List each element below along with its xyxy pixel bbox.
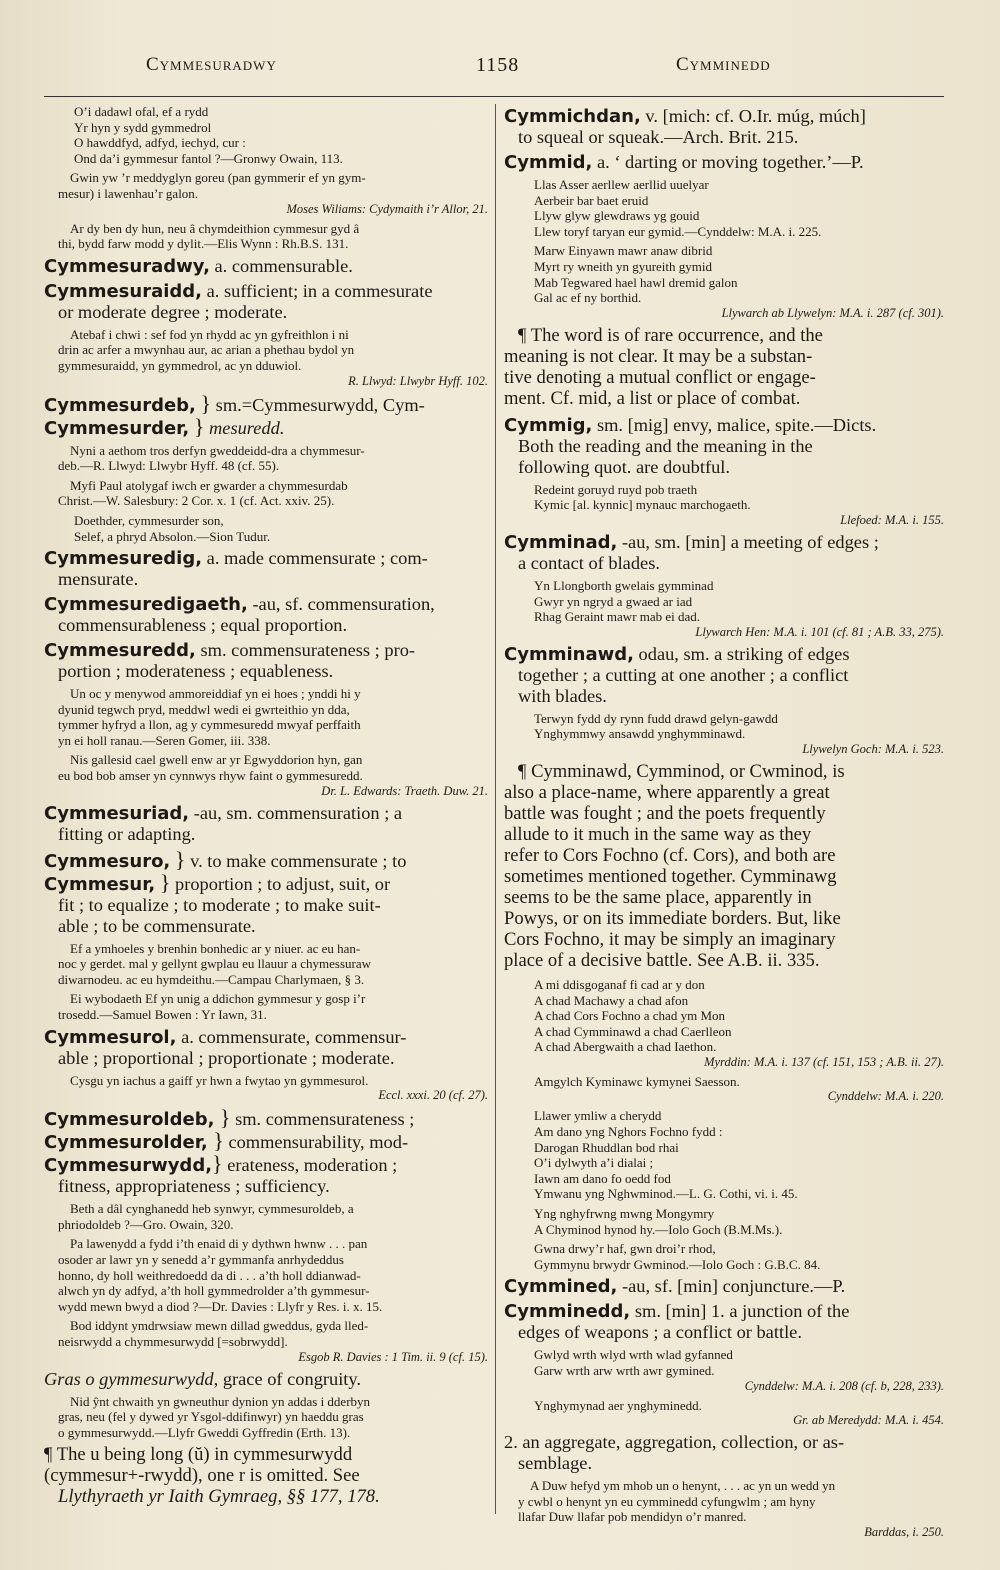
quotation bbox=[44, 104, 488, 166]
quote-line: gras, neu (fel y dywed yr Ysgol-ddifinwyr) yn haeddu gras bbox=[58, 1409, 364, 1425]
quote-line: osoder ar lawr yn y senedd a’r gymmanfa anrhydeddus bbox=[58, 1252, 344, 1267]
quote-line: gymmesuraidd, yn gymmedrol, ac yn dduwiol. bbox=[58, 357, 302, 373]
definition: semblage. bbox=[518, 1453, 593, 1474]
headword: Cymmig, bbox=[504, 414, 593, 436]
note-line: battle was fought ; and the poets frequently bbox=[504, 802, 826, 824]
quotation bbox=[44, 1318, 488, 1364]
quote-line: Gwin yw ’r meddyglyn goreu (pan gymmerir ef yn gym- bbox=[70, 170, 366, 186]
quote-line: llafar Duw llafar pob mendidyn o’r manred. bbox=[518, 1509, 747, 1525]
quote-line: Llyw glyw glewdraws yg gouid bbox=[534, 208, 700, 224]
definition: Both the reading and the meaning in the bbox=[518, 435, 813, 456]
quote-line: Myrt ry wneith yn gyureith gymid bbox=[534, 258, 713, 274]
quote-line: Yn Llongborth gwelais gymminad bbox=[534, 577, 714, 593]
note-line: allude to it much in the same way as they bbox=[504, 823, 812, 845]
quotation bbox=[44, 1201, 488, 1232]
headword: Cymmesuro, bbox=[44, 850, 171, 872]
headword: Cymmichdan, bbox=[504, 106, 641, 127]
quotation bbox=[504, 1478, 944, 1540]
definition: to squeal or squeak.—Arch. Brit. 215. bbox=[518, 127, 799, 147]
quote-line: Pa lawenydd a fydd i’th enaid di y dythwn hwnw . . . pan bbox=[70, 1236, 368, 1252]
citation: Esgob R. Davies : 1 Tim. ii. 9 (cf. 15). bbox=[298, 1349, 488, 1364]
quote-line: yn ei holl ranau.—Seren Gomer, iii. 338. bbox=[58, 732, 271, 748]
quote-line: Yr hyn y sydd gymmedrol bbox=[74, 119, 212, 135]
definition: a. ‘ darting or moving together.’—P. bbox=[596, 152, 864, 172]
definition: a contact of blades. bbox=[518, 552, 660, 573]
quote-line: eu bod bob amser yn cynnwys rhyw faint o gymmesuredd. bbox=[58, 768, 363, 784]
quote-line: A mi ddisgoganaf fi cad ar y don bbox=[534, 976, 705, 992]
definition: sm. commensurateness ; pro- bbox=[200, 640, 416, 661]
quote-line: drin ac arfer a mwynhau aur, ac arian a phethau bydol yn bbox=[58, 342, 355, 358]
note-line: meaning is not clear. It may be a substan- bbox=[504, 345, 813, 367]
note-line: ¶ The u being long (ŭ) in cymmesurwydd bbox=[44, 1444, 353, 1466]
quote-line: Ynghymynad aer ynghyminedd. bbox=[534, 1397, 702, 1413]
dictionary-entry bbox=[504, 106, 944, 148]
running-head bbox=[40, 54, 960, 84]
definition: 2. an aggregate, aggregation, collection, or as- bbox=[504, 1432, 845, 1453]
note-line: refer to Cors Fochno (cf. Cors), and both are bbox=[504, 844, 836, 866]
definition: sm. [mig] envy, malice, spite.—Dicts. bbox=[596, 414, 877, 435]
quote-line: Beth a dâl cynghanedd heb synwyr, cymmesuroldeb, a bbox=[70, 1201, 354, 1217]
quote-line: O hawddfyd, adfyd, iechyd, cur : bbox=[74, 135, 246, 151]
quote-line: Nyni a aethom tros derfyn gweddeidd-dra a chymmesur- bbox=[70, 442, 365, 458]
quotation bbox=[504, 1074, 944, 1105]
note-line: place of a decisive battle. See A.B. ii. 335. bbox=[504, 949, 820, 971]
quote-line: Nis gallesid cael gwell enw ar yr Egwyddorion hyn, gan bbox=[70, 752, 363, 768]
quote-line: wydd mewn bwyd a diod ?—Dr. Davies : Llyfr y Res. i. x. 15. bbox=[58, 1298, 383, 1314]
headword: Cymmined, bbox=[504, 1276, 618, 1298]
quote-line: O’i dadawl ofal, ef a rydd bbox=[74, 104, 209, 119]
definition: able ; proportional ; proportionate ; moderate. bbox=[58, 1047, 395, 1068]
citation: R. Llwyd: Llwybr Hyff. 102. bbox=[348, 373, 488, 388]
headword: Cymmesuraidd, bbox=[44, 280, 202, 302]
quotation bbox=[504, 711, 944, 757]
quote-line: O’i dylwyth a’i dialai ; bbox=[534, 1155, 654, 1171]
citation: Barddas, i. 250. bbox=[864, 1524, 944, 1539]
definition: v. [mich: cf. O.Ir. múg, múch] bbox=[645, 106, 866, 126]
headword: Cymmesurol, bbox=[44, 1026, 177, 1048]
quotation bbox=[44, 513, 488, 544]
quote-line: Gwna drwy’r haf, gwn droi’r rhod, bbox=[534, 1241, 716, 1257]
quote-line: y cwbl o henynt yn eu cymminedd cyfungwlm ; am hyny bbox=[518, 1493, 816, 1509]
quote-line: Kymic [al. kynnic] mynauc marchogaeth. bbox=[534, 497, 751, 513]
definition: with blades. bbox=[518, 685, 607, 706]
definition: grace of congruity. bbox=[222, 1368, 362, 1389]
quote-line: trosedd.—Samuel Bowen : Yr Iawn, 31. bbox=[58, 1007, 267, 1023]
headword: Cymmesuroldeb, bbox=[44, 1109, 215, 1131]
headword: Cymmesurdeb, bbox=[44, 394, 196, 416]
quotation bbox=[504, 243, 944, 320]
quote-line: Ei wybodaeth Ef yn unig a ddichon gymmesur y gosp i’r bbox=[70, 991, 366, 1007]
quotation bbox=[504, 1206, 944, 1237]
quote-line: Mab Tegwared hael hawl dremid galon bbox=[534, 274, 738, 290]
usage-note bbox=[44, 1444, 488, 1507]
dictionary-entry bbox=[44, 594, 488, 636]
definition: sm. commensurateness ; bbox=[235, 1109, 415, 1130]
quote-line: Gwlyd wrth wlyd wrth wlad gyfanned bbox=[534, 1347, 733, 1363]
dictionary-entry bbox=[504, 532, 944, 574]
note-line: ment. Cf. mid, a list or place of combat. bbox=[504, 387, 801, 409]
note-line: also a place-name, where apparently a great bbox=[504, 781, 830, 803]
quotation bbox=[504, 482, 944, 528]
quote-line: Amgylch Kyminawc kymynei Saesson. bbox=[534, 1073, 740, 1089]
definition: -au, sm. commensuration ; a bbox=[193, 802, 403, 823]
definition: edges of weapons ; a conflict or battle. bbox=[518, 1322, 802, 1343]
quote-line: Ynghymmwy ansawdd ynghymminawd. bbox=[534, 726, 746, 742]
citation: Myrddin: M.A. i. 137 (cf. 151, 153 ; A.B. ii. 27). bbox=[704, 1054, 944, 1069]
quotation bbox=[504, 1347, 944, 1393]
quote-line: Gwyr yn ngryd a gwaed ar iad bbox=[534, 593, 693, 609]
note-line: Llythyraeth yr Iaith Gymraeg, §§ 177, 178. bbox=[58, 1486, 380, 1508]
quote-line: deb.—R. Llwyd: Llwybr Hyff. 48 (cf. 55). bbox=[58, 458, 280, 474]
definition: portion ; moderateness ; equableness. bbox=[58, 661, 334, 682]
dictionary-entry bbox=[504, 415, 944, 478]
dictionary-entry bbox=[44, 1027, 488, 1069]
definition: a. sufficient; in a commesurate bbox=[206, 280, 433, 301]
note-line: seems to be the same place, apparently in bbox=[504, 886, 812, 908]
quotation bbox=[44, 327, 488, 389]
quote-line: Ar dy ben dy hun, neu â chymdeithion cymmesur gyd â bbox=[70, 220, 360, 236]
quotation bbox=[504, 177, 944, 239]
phrase: Gras o gymmesurwydd, bbox=[44, 1368, 219, 1389]
dictionary-entry: Cymmesuroldeb, } sm. commensurateness ; Cymmesurolder, } commensurability, mod- Cymmesurwydd,} erateness, moderation ; fitness, appropriateness ; sufficiency. bbox=[44, 1107, 488, 1197]
note-line: ¶ Cymminawd, Cymminod, or Cwminod, is bbox=[518, 760, 845, 782]
column-divider bbox=[495, 104, 496, 1514]
quotation bbox=[44, 991, 488, 1022]
right-column bbox=[504, 104, 944, 1544]
dictionary-entry: Cymmesurdeb, } sm.=Cymmesurwydd, Cym- Cymmesurder, } mesuredd. bbox=[44, 390, 425, 439]
note-line: Cors Fochno, it may be simply an imaginary bbox=[504, 928, 836, 950]
quotation bbox=[44, 1236, 488, 1314]
definition: a. commensurate, commensur- bbox=[181, 1026, 407, 1047]
quote-line: A Duw hefyd ym mhob un o henynt, . . . ac yn un wedd yn bbox=[530, 1478, 836, 1494]
headword: Cymmesuriad, bbox=[44, 802, 190, 824]
definition: mensurate. bbox=[58, 569, 139, 590]
headword: Cymminawd, bbox=[504, 643, 634, 665]
quote-line: Ymwanu yng Nghwminod.—L. G. Cothi, vi. i. 45. bbox=[534, 1186, 798, 1202]
quotation bbox=[44, 941, 488, 988]
quote-line: Redeint goruyd ruyd pob traeth bbox=[534, 481, 698, 497]
definition: v. to make commensurate ; to bbox=[190, 850, 407, 871]
running-head-left: Cymmesuradwy bbox=[146, 54, 277, 75]
citation: Llywarch ab Llywelyn: M.A. i. 287 (cf. 301). bbox=[721, 305, 944, 320]
quote-line: Christ.—W. Salesbury: 2 Cor. x. 1 (cf. Act. xxiv. 25). bbox=[58, 493, 335, 509]
definition: or moderate degree ; moderate. bbox=[58, 301, 288, 322]
citation: Llywarch Hen: M.A. i. 101 (cf. 81 ; A.B. 33, 275). bbox=[695, 624, 944, 639]
page-number: 1158 bbox=[476, 54, 520, 76]
definition: fitting or adapting. bbox=[58, 823, 196, 844]
dictionary-entry bbox=[504, 1276, 944, 1297]
note-line: sometimes mentioned together. Cymminawg bbox=[504, 865, 837, 887]
citation: Llefoed: M.A. i. 155. bbox=[840, 512, 944, 527]
definition: commensurableness ; equal proportion. bbox=[58, 615, 348, 636]
note-line: (cymmesur+-rwydd), one r is omitted. See bbox=[44, 1465, 360, 1487]
quote-line: A chad Machawy a chad afon bbox=[534, 992, 689, 1008]
quote-line: Terwyn fydd dy rynn fudd drawd gelyn-gawdd bbox=[534, 710, 778, 726]
quotation bbox=[504, 977, 944, 1070]
dictionary-entry bbox=[504, 644, 944, 707]
quotation bbox=[504, 1108, 944, 1202]
quotation bbox=[44, 170, 488, 216]
usage-note bbox=[504, 325, 944, 409]
definition: proportion ; to adjust, suit, or bbox=[175, 873, 391, 894]
definition: a. made commensurate ; com- bbox=[206, 548, 428, 569]
note-line: Powys, or on its immediate borders. But, like bbox=[504, 907, 841, 929]
definition: a. commensurable. bbox=[214, 255, 353, 276]
headword: Cymminad, bbox=[504, 531, 618, 553]
definition: -au, sf. commensuration, bbox=[252, 594, 435, 615]
headword: Cymmesuredig, bbox=[44, 548, 203, 570]
quote-line: Un oc y menywod ammoreiddiaf yn ei hoes ; ynddi hi y bbox=[70, 686, 361, 702]
definition: odau, sm. a striking of edges bbox=[638, 643, 850, 664]
quote-line: Iawn am dano fo oedd fod bbox=[534, 1170, 671, 1186]
quote-line: Darogan Rhuddlan bod rhai bbox=[534, 1139, 679, 1155]
dictionary-entry bbox=[44, 803, 488, 845]
quote-line: Gymmynu brwydr Gwminod.—Iolo Goch : G.B.C. 84. bbox=[534, 1256, 821, 1272]
quote-line: diwarnodeu. ac eu hymdeithu.—Campau Charlymaen, § 3. bbox=[58, 971, 365, 987]
dictionary-entry bbox=[44, 640, 488, 682]
quote-line: A chad Abergwaith a chad Iaethon. bbox=[534, 1039, 717, 1055]
note-line: tive denoting a mutual conflict or engage- bbox=[504, 366, 816, 388]
quote-line: Marw Einyawn mawr anaw dibrid bbox=[534, 243, 713, 259]
citation: Eccl. xxxi. 20 (cf. 27). bbox=[378, 1088, 488, 1103]
dictionary-entry bbox=[44, 548, 488, 590]
quotation bbox=[44, 752, 488, 798]
quote-line: Rhag Geraint mawr mab ei dad. bbox=[534, 609, 701, 625]
headword: Cymminedd, bbox=[504, 1301, 631, 1323]
quote-line: Llas Asser aerllew aerllid uuelyar bbox=[534, 177, 709, 192]
citation: Moses Wiliams: Cydymaith i’r Allor, 21. bbox=[286, 201, 488, 216]
definition: sm. [min] 1. a junction of the bbox=[634, 1301, 850, 1322]
quote-line: Myfi Paul atolygaf iwch er gwarder a chymmesurdab bbox=[70, 477, 348, 493]
headword: Cymmesurder, bbox=[44, 417, 190, 439]
headword: Cymmesurwydd, bbox=[44, 1155, 213, 1177]
citation: Dr. L. Edwards: Traeth. Duw. 21. bbox=[321, 783, 488, 798]
dictionary-entry bbox=[504, 152, 944, 173]
quote-line: Llew toryf taryan eur gymid.—Cynddelw: M.A. i. 225. bbox=[534, 223, 822, 239]
dictionary-entry bbox=[504, 1432, 944, 1474]
headword: Cymmesurolder, bbox=[44, 1132, 208, 1154]
quote-line: A chad Cors Fochno a chad ym Mon bbox=[534, 1008, 726, 1024]
quote-line: honno, dy holl weithredoedd da di . . . a’th holl ddianwad- bbox=[58, 1267, 361, 1283]
citation: Gr. ab Meredydd: M.A. i. 454. bbox=[793, 1413, 944, 1428]
quotation bbox=[504, 578, 944, 640]
quotation bbox=[44, 221, 488, 252]
headword: Cymmesuredigaeth, bbox=[44, 594, 248, 616]
quote-line: tymmer hyfryd a llon, ag y cymmesuredd mwyaf perffaith bbox=[58, 717, 361, 733]
quote-line: Doethder, cymmesurder son, bbox=[74, 512, 224, 528]
quote-line: Selef, a phryd Absolon.—Sion Tudur. bbox=[74, 528, 271, 544]
quote-line: Am dano yng Nghors Fochno fydd : bbox=[534, 1124, 723, 1140]
quotation bbox=[44, 686, 488, 748]
definition: able ; to be commensurate. bbox=[58, 915, 256, 936]
quote-line: A Chyminod hynod hy.—Iolo Goch (B.M.Ms.). bbox=[534, 1221, 783, 1237]
quotation bbox=[504, 1241, 944, 1272]
quote-line: Yng nghyfrwng mwng Mongymry bbox=[534, 1206, 715, 1222]
definition: -au, sf. [min] conjuncture.—P. bbox=[621, 1276, 846, 1297]
definition: fit ; to equalize ; to moderate ; to make suit- bbox=[58, 894, 381, 915]
definition: erateness, moderation ; bbox=[227, 1155, 398, 1176]
quotation bbox=[504, 1398, 944, 1429]
quote-line: mesur) i lawenhau’r galon. bbox=[58, 185, 199, 201]
quotation bbox=[44, 1073, 488, 1104]
quote-line: thi, bydd farw modd y dylit.—Elis Wynn : Rh.B.S. 131. bbox=[58, 236, 349, 252]
quotation bbox=[44, 478, 488, 509]
quote-line: Aerbeir bar baet eruid bbox=[534, 192, 649, 208]
dictionary-entry bbox=[44, 1369, 488, 1390]
note-line: ¶ The word is of rare occurrence, and the bbox=[518, 324, 823, 346]
header-rule bbox=[44, 96, 944, 97]
definition: mesuredd. bbox=[209, 417, 285, 438]
headword: Cymmesuredd, bbox=[44, 640, 196, 662]
definition: fitness, appropriateness ; sufficiency. bbox=[58, 1176, 330, 1197]
quote-line: alwch yn dy adfyd, a’th holl gymmedrolder a’th gymmesur- bbox=[58, 1283, 370, 1299]
citation: Llywelyn Goch: M.A. i. 523. bbox=[802, 741, 944, 756]
left-column bbox=[44, 104, 488, 1513]
dictionary-entry bbox=[504, 1301, 944, 1343]
quote-line: Nid ŷnt chwaith yn gwneuthur dynion yn addas i dderbyn bbox=[70, 1393, 371, 1409]
quote-line: A chad Cymminawd a chad Caerlleon bbox=[534, 1023, 732, 1039]
quote-line: phriodoldeb ?—Gro. Owain, 320. bbox=[58, 1216, 234, 1232]
citation: Cynddelw: M.A. i. 208 (cf. b, 228, 233). bbox=[744, 1378, 944, 1393]
quote-line: Atebaf i chwi : sef fod yn rhydd ac yn gyfreithlon i ni bbox=[70, 326, 349, 342]
quote-line: Ef a ymhoeles y brenhin bonhedic ar y niuer. ac eu han- bbox=[70, 940, 361, 956]
definition: commensurability, mod- bbox=[228, 1132, 409, 1153]
quote-line: Ond da’i gymmesur fantol ?—Gronwy Owain, 113. bbox=[74, 150, 343, 166]
quote-line: Bod iddynt ymdrwsiaw mewn dillad gweddus, gyda lled- bbox=[70, 1318, 369, 1334]
dictionary-entry: Cymmesuro, } v. to make commensurate ; to Cymmesur, } proportion ; to adjust, suit, or fit ; to equalize ; to moderate ; to make suit- able ; to be commensurate. bbox=[44, 849, 488, 937]
usage-note bbox=[504, 761, 944, 971]
dictionary-entry bbox=[44, 256, 488, 277]
definition: together ; a cutting at one another ; a conflict bbox=[518, 664, 849, 685]
quotation bbox=[44, 1394, 488, 1441]
definition: following quot. are doubtful. bbox=[518, 456, 730, 477]
quote-line: Cysgu yn iachus a gaiff yr hwn a fwytao yn gymmesurol. bbox=[70, 1072, 369, 1088]
quote-line: dyunid tegwch pryd, meddwl wedi ei gwrteithio yn dda, bbox=[58, 701, 350, 717]
headword: Cymmesur, bbox=[44, 873, 156, 895]
definition: -au, sm. [min] a meeting of edges ; bbox=[621, 531, 879, 552]
headword: Cymmesuradwy, bbox=[44, 255, 210, 277]
definition: sm.=Cymmesurwydd, Cym- bbox=[215, 394, 425, 415]
quote-line: neisrwydd a chymmesurwydd [=sobrwydd]. bbox=[58, 1333, 288, 1349]
headword: Cymmid, bbox=[504, 152, 593, 173]
quotation bbox=[44, 443, 488, 474]
quote-line: Gal ac ef ny borthid. bbox=[534, 290, 642, 306]
quote-line: Garw wrth arw wrth awr gymined. bbox=[534, 1363, 715, 1378]
dictionary-entry bbox=[44, 281, 488, 323]
running-head-right: Cymminedd bbox=[676, 54, 771, 75]
quote-line: Llawer ymliw a cherydd bbox=[534, 1108, 662, 1124]
citation: Cynddelw: M.A. i. 220. bbox=[827, 1089, 944, 1104]
quote-line: noc y gerdet. mal y gellynt gwplau eu llauur a chymessuraw bbox=[58, 956, 371, 972]
quote-line: o gymmesurwydd.—Llyfr Gweddi Gyffredin (Erth. 13). bbox=[58, 1424, 351, 1440]
